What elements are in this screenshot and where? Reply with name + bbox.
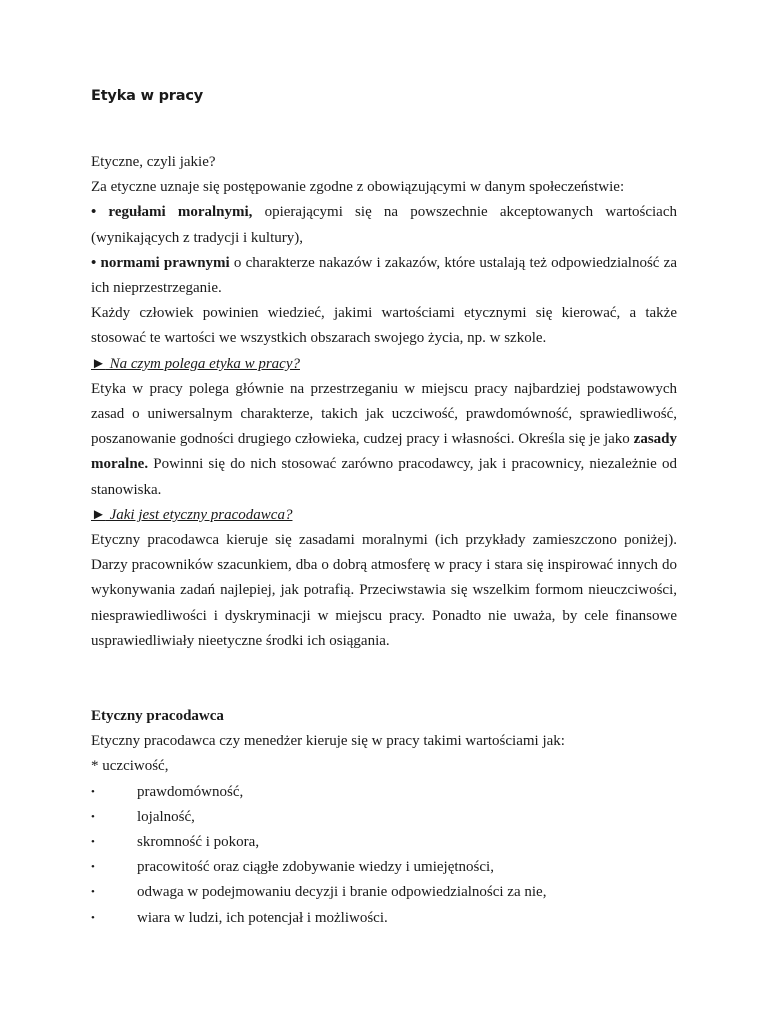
question-work-ethics bbox=[91, 352, 677, 377]
list-item bbox=[91, 805, 677, 830]
moral-principles-term: zasady moralne. bbox=[91, 431, 677, 473]
legal-norms-term: • normami prawnymi bbox=[91, 254, 230, 271]
work-ethics-paragraph bbox=[91, 377, 677, 503]
arrow-icon: ► bbox=[91, 506, 106, 523]
list-item bbox=[91, 906, 677, 931]
intro-paragraph: Za etyczne uznaje się postępowanie zgodne z obowiązującymi w danym społeczeństwie: bbox=[91, 179, 625, 196]
bullet-icon: • bbox=[91, 836, 95, 849]
work-ethics-text-1: Etyka w pracy polega głównie na przestrzeganiu w miejscu pracy najbardziej podstawowych zasad o uniwersalnym charakterze, takich jak uczciwość, prawdomówność, sprawiedliwość, poszanowanie godności drugiego człowieka, cudzej pracy i własności. Określa się je jako bbox=[91, 380, 677, 448]
list-item-text: wiara w ludzi, ich potencjał i możliwości. bbox=[137, 909, 388, 926]
question-ethical: Etyczne, czyli jakie? bbox=[91, 154, 216, 170]
question-ethical-employer-text: Jaki jest etyczny pracodawca? bbox=[105, 506, 293, 523]
moral-rules-paragraph bbox=[91, 200, 677, 250]
section-heading-text: Etyczny pracodawca bbox=[91, 708, 224, 725]
arrow-icon: ► bbox=[91, 355, 106, 372]
bullet-icon: • bbox=[91, 911, 95, 924]
list-item-text: skromność i pokora, bbox=[137, 834, 260, 851]
values-intro: Etyczny pracodawca czy menedżer kieruje się w pracy takimi wartościami jak: bbox=[91, 733, 565, 750]
question-ethical-employer bbox=[91, 503, 677, 528]
work-ethics-text-2: Powinni się do nich stosować zarówno pracodawcy, jak i pracownicy, niezależnie od stanowiska. bbox=[91, 456, 677, 498]
legal-norms-text: o charakterze nakazów i zakazów, które ustalają też odpowiedzialność za ich nieprzestrzeganie. bbox=[91, 254, 677, 297]
moral-rules-text: opierającymi się na powszechnie akceptowanych wartościach (wynikających z tradycji i kultury), bbox=[91, 204, 677, 246]
list-item-text: prawdomówność, bbox=[137, 783, 244, 800]
question-work-ethics-text: Na czym polega etyka w pracy? bbox=[105, 355, 300, 372]
list-item-text: odwaga w podejmowaniu decyzji i branie odpowiedzialności za nie, bbox=[137, 884, 547, 901]
list-item bbox=[91, 880, 677, 905]
ethical-employer-paragraph: Etyczny pracodawca kieruje się zasadami moralnymi (ich przykłady zamieszczono poniżej). Darzy pracowników szacunkiem, dba o dobrą atmosferę w pracy i stara się inspirować innych do wykonywania zadań najlepiej, jak potrafią. Przeciwstawia się wszelkim formom nieuczciwości, niesprawiedliwości i dyskryminacji w miejscu pracy. Ponadto nie uważa, by cele finansowe usprawiedliwiały nieetyczne środki ich osiągania. bbox=[91, 532, 677, 649]
bullet-icon: • bbox=[91, 886, 95, 899]
bullet-icon: • bbox=[91, 785, 95, 798]
spacer bbox=[91, 679, 677, 704]
list-item bbox=[91, 855, 677, 880]
legal-norms-paragraph bbox=[91, 251, 677, 301]
values-first-item: * uczciwość, bbox=[91, 758, 169, 775]
list-item bbox=[91, 830, 677, 855]
list-item-text: lojalność, bbox=[137, 808, 195, 825]
bullet-icon: • bbox=[91, 810, 95, 823]
everyone-paragraph: Każdy człowiek powinien wiedzieć, jakimi wartościami etycznymi się kierować, a także stosować te wartości we wszystkich obszarach swojego życia, np. w szkole. bbox=[91, 305, 677, 347]
values-list bbox=[91, 780, 677, 931]
list-item bbox=[91, 780, 677, 805]
spacer bbox=[91, 654, 677, 679]
moral-rules-term: • regułami moralnymi, bbox=[91, 204, 253, 221]
section-heading bbox=[91, 704, 677, 729]
document-title: Etyka w pracy bbox=[91, 88, 203, 104]
bullet-icon: • bbox=[91, 861, 95, 874]
document-body bbox=[91, 150, 677, 931]
list-item-text: pracowitość oraz ciągłe zdobywanie wiedzy i umiejętności, bbox=[137, 859, 494, 876]
